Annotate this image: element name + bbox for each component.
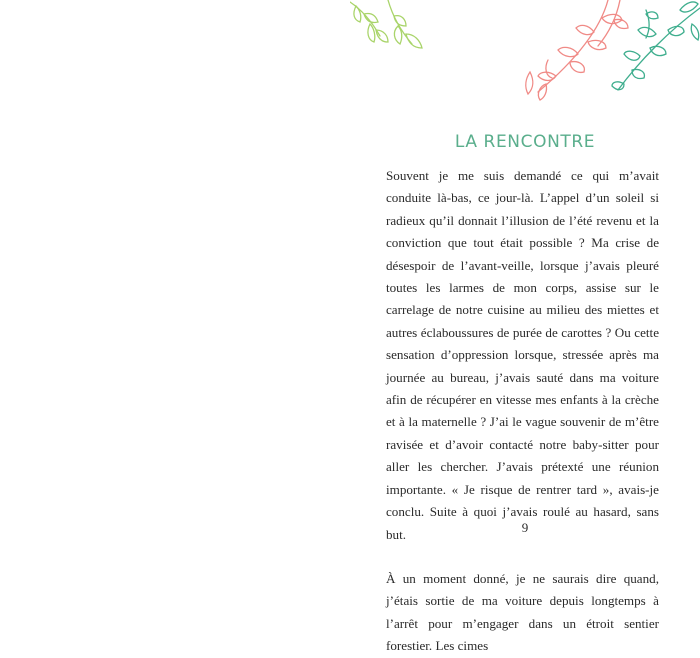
paragraph: Souvent je me suis demandé ce qui m’avait conduite là-bas, ce jour-là. L’appel d’un soleil si radieux qu’il donnait l’illusion de l’été revenu et la conviction que tout était possible ? Ma crise de désespoir de l’avant-veille, lorsque j’avais pleuré toutes les larmes de mon corps, assise sur le carrelage de notre cuisine au milieu des miettes et autres éclaboussures de purée de carottes ? Ou cette sensation d’oppression lorsque, stressée après ma journée au bureau, j’avais sauté dans ma voiture afin de récupérer en vitesse mes enfants à la crèche et à la maternelle ? J’ai le vague souvenir de m’être ravisée et d’avoir contacté notre baby-sitter pour aller les chercher. J’avais prétexté une réunion importante. « Je risque de rentrer tard », avais-je conclu. Suite à quoi j’avais roulé au hasard, sans but. [386,168,659,542]
paragraph: À un moment donné, je ne saurais dire quand, j’étais sortie de ma voiture depuis longtemps à l’arrêt pour m’engager dans un étroit sentier forestier. Les cimes [386,570,659,654]
page-number: 9 [521,520,529,535]
green-leaf-sprig-icon [350,0,422,48]
teal-leaf-branch-icon [612,2,700,90]
right-page [350,0,700,654]
chapter-title: LA RENCONTRE [454,132,596,152]
botanical-decoration [350,0,700,110]
chapter-body [386,165,659,658]
